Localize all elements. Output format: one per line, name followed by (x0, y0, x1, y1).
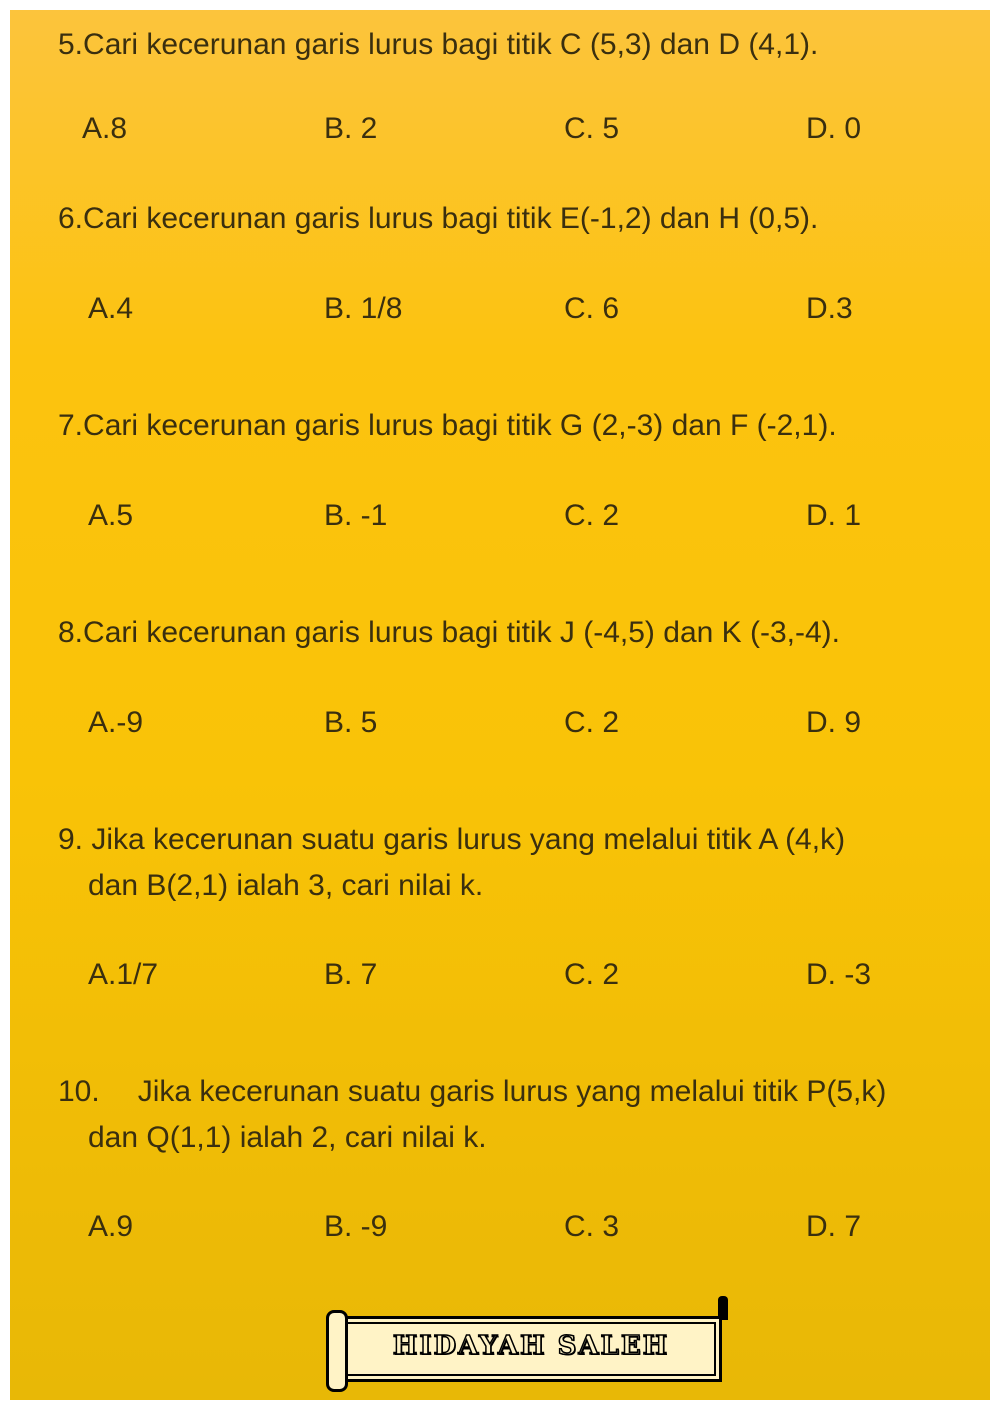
question-8 (58, 610, 840, 656)
option-b[interactable]: B. 7 (324, 958, 378, 991)
author-banner (326, 1292, 730, 1392)
question-text: Cari kecerunan garis lurus bagi titik E(-1,2) dan H (0,5). (83, 202, 819, 235)
option-a[interactable]: A.1/7 (88, 958, 159, 991)
scroll-roll-icon (326, 1310, 348, 1392)
option-a[interactable]: A.-9 (88, 706, 144, 739)
question-number: 8. (58, 616, 84, 649)
option-c[interactable]: C. 2 (564, 706, 620, 739)
question-text: Jika kecerunan suatu garis lurus yang melalui titik A (4,k) (91, 823, 846, 856)
option-b[interactable]: B. 2 (324, 112, 378, 145)
question-text: Cari kecerunan garis lurus bagi titik J (-4,5) dan K (-3,-4). (83, 616, 840, 649)
question-text: Cari kecerunan garis lurus bagi titik G (2,-3) dan F (-2,1). (83, 409, 837, 442)
option-c[interactable]: C. 6 (564, 292, 620, 325)
question-number: 9. (58, 823, 84, 856)
question-10-continued: dan Q(1,1) ialah 2, cari nilai k. (88, 1121, 487, 1154)
option-a[interactable]: A.9 (88, 1210, 134, 1243)
option-a[interactable]: A.5 (88, 499, 134, 532)
option-b[interactable]: B. -9 (324, 1210, 388, 1243)
option-c[interactable]: C. 2 (564, 499, 620, 532)
option-b[interactable]: B. 5 (324, 706, 378, 739)
option-c[interactable]: C. 2 (564, 958, 620, 991)
question-number: 5. (58, 28, 84, 61)
question-7 (58, 403, 837, 449)
option-d[interactable]: D.3 (806, 292, 853, 325)
question-5 (58, 22, 818, 68)
question-6 (58, 196, 818, 242)
question-number: 6. (58, 202, 84, 235)
option-d[interactable]: D. 0 (806, 112, 862, 145)
option-a[interactable]: A.4 (88, 292, 134, 325)
question-9-continued: dan B(2,1) ialah 3, cari nilai k. (88, 869, 484, 902)
option-d[interactable]: D. 1 (806, 499, 862, 532)
option-d[interactable]: D. 9 (806, 706, 862, 739)
question-text: Cari kecerunan garis lurus bagi titik C (5,3) dan D (4,1). (83, 28, 819, 61)
question-text: Jika kecerunan suatu garis lurus yang melalui titik P(5,k) (137, 1075, 887, 1108)
option-b[interactable]: B. 1/8 (324, 292, 403, 325)
question-10 (58, 1069, 886, 1115)
option-b[interactable]: B. -1 (324, 499, 388, 532)
question-number: 7. (58, 409, 84, 442)
author-name: HIDAYAH SALEH (392, 1331, 670, 1361)
question-9 (58, 817, 845, 863)
worksheet-page (10, 10, 990, 1400)
option-d[interactable]: D. -3 (806, 958, 872, 991)
option-a[interactable]: A.8 (82, 112, 128, 145)
option-d[interactable]: D. 7 (806, 1210, 862, 1243)
question-number: 10. (58, 1075, 100, 1108)
option-c[interactable]: C. 5 (564, 112, 620, 145)
option-c[interactable]: C. 3 (564, 1210, 620, 1243)
scroll-body (340, 1316, 722, 1382)
